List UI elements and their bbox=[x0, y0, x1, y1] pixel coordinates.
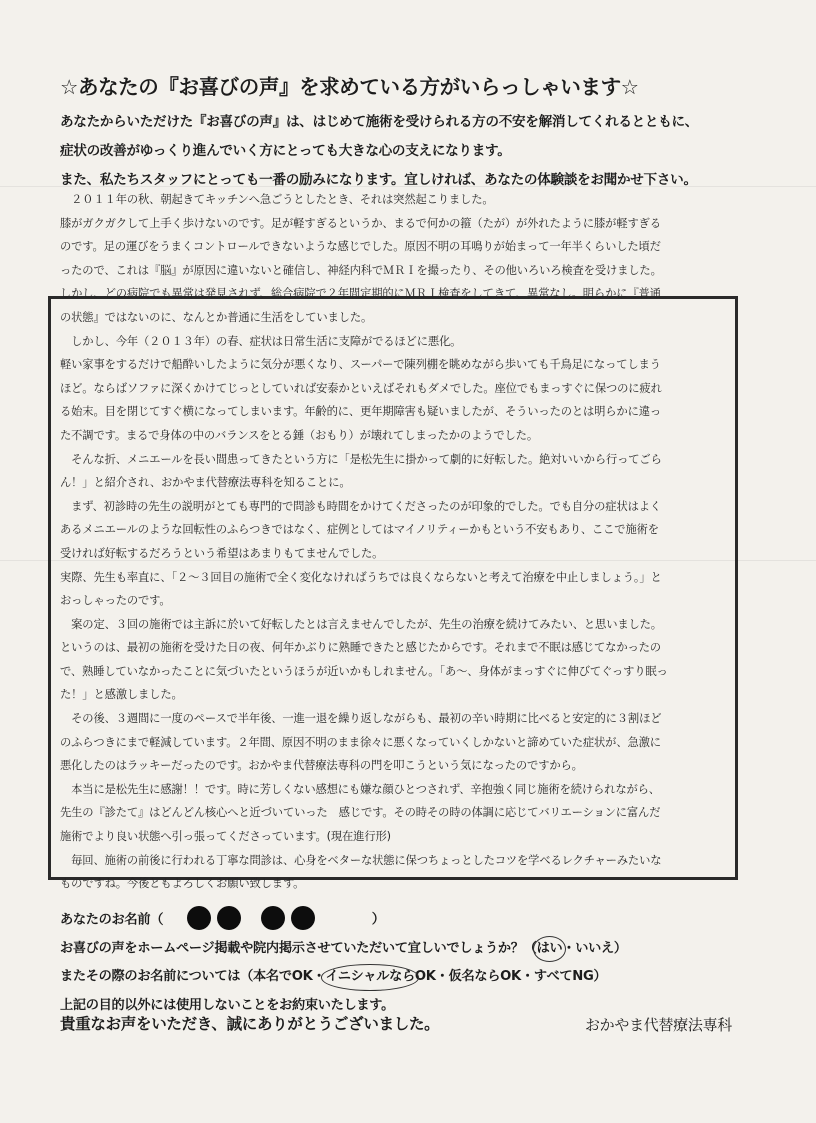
body-line: しかし、今年（２０１３年）の春、症状は日常生活に支障がでるほどに悪化。 bbox=[60, 334, 462, 348]
body-line: 本当に是松先生に感謝！！です。時に芳しくない感想にも嫌な顔ひとつされず、辛抱強く同じ施術を続けられながら、 bbox=[60, 782, 660, 796]
redaction-dot bbox=[261, 906, 285, 930]
body-line: 先生の『診たて』はどんどん核心へと近づいていった 感じです。その時その時の体調に応じてバリエーションに富んだ bbox=[60, 806, 661, 820]
naming-initials-circled: イニシャルなら bbox=[325, 963, 414, 992]
body-line: 案の定、３回の施術では主訴に於いて好転したとは言えませんでしたが、先生の治療を続けてみたい、と思いました。 bbox=[60, 617, 662, 631]
naming-row bbox=[60, 963, 760, 992]
redaction-dot bbox=[187, 906, 211, 930]
body-line: る始末。目を閉じてすぐ横になってしまいます。年齢的に、更年期障害も疑いましたが、そういったのとは明らかに違っ bbox=[60, 405, 662, 419]
name-label: あなたのお名前（ bbox=[60, 912, 164, 928]
naming-suffix: OK・仮名ならOK・すべてNG） bbox=[414, 969, 607, 985]
body-line: というのは、最初の施術を受けた日の夜、何年かぶりに熟睡できたと感じたからです。それまで不眠は感じてなかったの bbox=[60, 641, 661, 655]
body-line: あるメニエールのような回転性のふらつきではなく、症例としてはマイノリティーかもという不安もあり、ここで施術を bbox=[60, 523, 659, 537]
body-line: そんな折、メニエールを長い間患ってきたという方に「是松先生に掛かって劇的に好転した。絶対いいから行ってごら bbox=[60, 452, 662, 466]
consent-no: ・いいえ） bbox=[562, 940, 627, 956]
body-line: のです。足の運びをうまくコントロールできないような感じでした。原因不明の耳鳴りが始まって一年半くらいした頃だ bbox=[60, 240, 661, 254]
organization-name: おかやま代替療法専科 bbox=[584, 1016, 732, 1034]
body-line: 受ければ好転するだろうという希望はあまりもてませんでした。 bbox=[60, 546, 384, 560]
redaction-dot bbox=[291, 906, 315, 930]
body-line: の状態』ではないのに、なんとか普通に生活をしていました。 bbox=[60, 310, 373, 324]
intro-line: あなたからいただけた『お喜びの声』は、はじめて施術を受けられる方の不安を解消してくれるとともに、 bbox=[60, 114, 699, 130]
body-line: ものですね。今後ともよろしくお願い致します。 bbox=[60, 877, 305, 891]
purpose-note: 上記の目的以外には使用しないことをお約束いたします。 bbox=[60, 997, 395, 1013]
body-line: 施術でより良い状態へ引っ張ってくださっています。(現在進行形) bbox=[60, 830, 391, 844]
intro-line: また、私たちスタッフにとっても一番の励みになります。宜しければ、あなたの体験談をお聞かせ下さい。 bbox=[60, 172, 697, 188]
consent-question: お喜びの声をホームページ掲載や院内掲示させていただいて宜しいでしょうか？（ bbox=[60, 940, 537, 956]
body-line: 毎回、施術の前後に行われる丁寧な問診は、心身をベターな状態に保つちょっとしたコツを学べるレクチャーみたいな bbox=[60, 853, 662, 867]
redaction-dot bbox=[217, 906, 241, 930]
body-line: 軽い家事をするだけで船酔いしたように気分が悪くなり、スーパーで陳列棚を眺めながら歩いても千鳥足になってしまう bbox=[60, 358, 661, 372]
body-line: のふらつきにまで軽減しています。２年間、原因不明のまま徐々に悪くなっていくしかないと諦めていた症状が、急激に bbox=[60, 735, 661, 749]
closing-thanks: 貴重なお声をいただき、誠にありがとうございました。 bbox=[60, 1015, 440, 1033]
naming-prefix: またその際のお名前については（本名でOK・ bbox=[60, 969, 326, 985]
body-line: ２０１１年の秋、朝起きてキッチンへ急ごうとしたとき、それは突然起こりました。 bbox=[60, 193, 494, 206]
body-line: た不調です。まるで身体の中のバランスをとる錘（おもり）が壊れてしまったかのようでした。 bbox=[60, 428, 538, 442]
name-close: ） bbox=[371, 912, 385, 928]
body-line: ん！」と紹介され、おかやま代替療法専科を知ることに。 bbox=[60, 476, 351, 490]
name-row bbox=[60, 905, 760, 935]
body-line: 膝がガクガクして上手く歩けないのです。足が軽すぎるというか、まるで何かの箍（たが）が外れたように膝が軽すぎる bbox=[60, 216, 661, 230]
body-line: まず、初診時の先生の説明がとても専門的で問診も時間をかけてくださったのが印象的でした。でも自分の症状はよく bbox=[60, 499, 662, 513]
consent-form bbox=[60, 905, 760, 1020]
testimonial-body bbox=[60, 188, 728, 896]
consent-row bbox=[60, 935, 760, 964]
body-line: た！」と感激しました。 bbox=[60, 688, 183, 702]
body-line: ほど。ならばソファに深くかけてじっとしていれば安泰かといえばそれもダメでした。座位でもまっすぐに保つのに疲れ bbox=[60, 381, 662, 395]
body-line: しかし、どの病院でも異常は発見されず、総合病院で２年間定期的にＭＲＩ検査をしてきて、異常なし。明らかに『普通 bbox=[60, 287, 661, 301]
closing-line bbox=[60, 1012, 760, 1034]
body-line: 悪化したのはラッキーだったのです。おかやま代替療法専科の門を叩こうという気になったのですから。 bbox=[60, 759, 583, 773]
body-line: 実際、先生も率直に、「２～３回目の施術で全く変化なければうちでは良くならないと考えて治療を中止しましょう。」と bbox=[60, 570, 662, 584]
body-line: で、熟睡していなかったことに気づいたというほうが近いかもしれません。「あ～、身体がまっすぐに伸びてぐっすり眠っ bbox=[60, 664, 668, 678]
intro-line: 症状の改善がゆっくり進んでいく方にとっても大きな心の支えになります。 bbox=[60, 143, 511, 159]
body-line: ったので、これは『脳』が原因に違いないと確信し、神経内科でＭＲＩを撮ったり、その他いろいろ検査を受けました。 bbox=[60, 263, 662, 277]
intro-paragraph bbox=[60, 108, 760, 195]
consent-yes-circled: はい bbox=[537, 935, 563, 964]
redacted-name bbox=[187, 905, 321, 934]
body-line: その後、３週間に一度のペースで半年後、一進一退を繰り返しながらも、最初の辛い時期に比べると安定的に３割ほど bbox=[60, 712, 662, 726]
body-line: おっしゃったのです。 bbox=[60, 594, 171, 608]
page-title: ☆あなたの『お喜びの声』を求めている方がいらっしゃいます☆ bbox=[60, 75, 639, 99]
